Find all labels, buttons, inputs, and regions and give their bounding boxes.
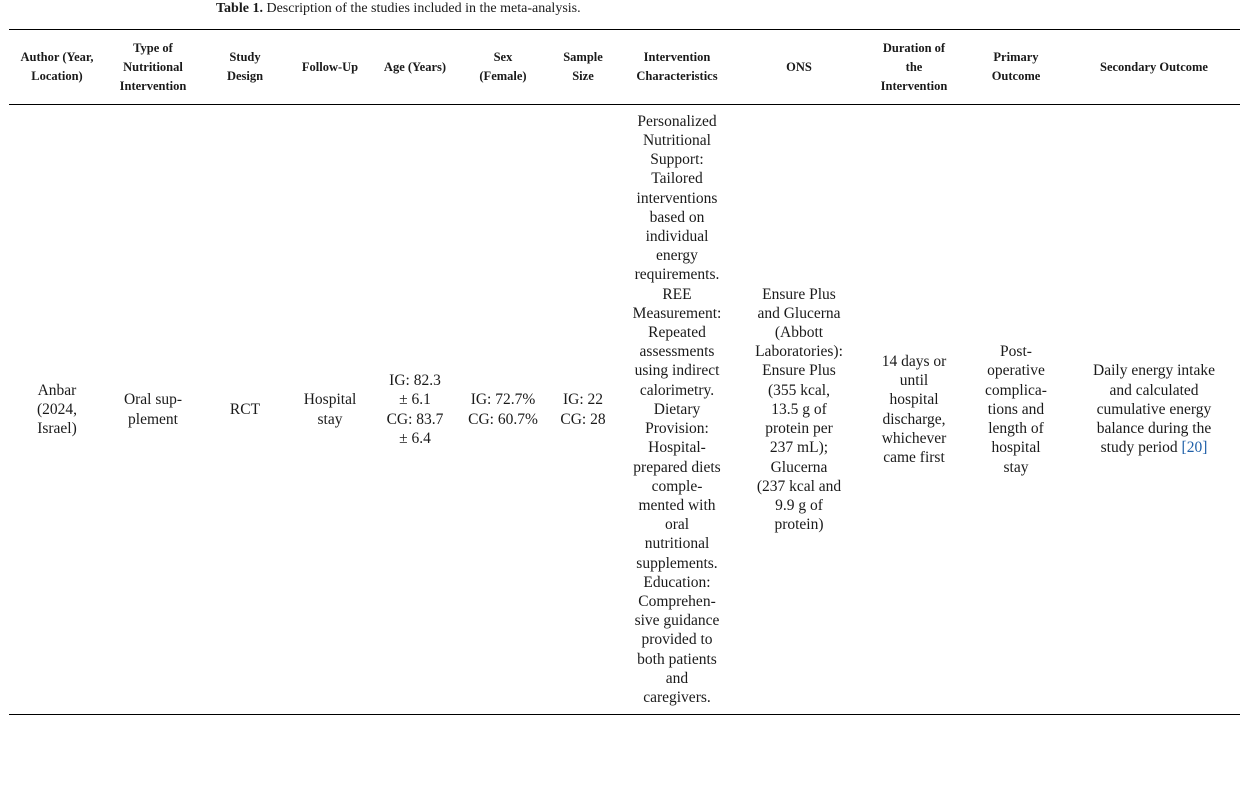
text-line: Intervention: [643, 50, 711, 64]
caption-text: Description of the studies included in the meta-analysis.: [266, 1, 581, 16]
text-line: tions and: [987, 400, 1045, 418]
header-ons: [744, 30, 854, 104]
text-line: ± 6.4: [399, 429, 431, 447]
cell-sex: [458, 105, 548, 714]
text-line: Glucerna: [770, 458, 828, 476]
text-lines: [124, 390, 182, 428]
text-line: operative: [987, 362, 1045, 380]
caption-label: Table 1.: [216, 1, 263, 16]
text-lines: [881, 39, 948, 96]
text-line: Education:: [643, 573, 711, 591]
text-line: IG: 82.3: [389, 372, 441, 390]
text-line: hospital: [991, 439, 1041, 457]
text-line: whichever: [881, 429, 947, 447]
text-line: mented with: [638, 496, 716, 514]
text-line: Tailored: [651, 170, 703, 188]
text-lines: [1100, 58, 1208, 77]
text-line: interventions: [636, 189, 718, 207]
text-line: assessments: [639, 343, 715, 361]
text-line: Oral sup-: [123, 391, 183, 409]
cell-age: [378, 105, 452, 714]
text-line: Israel): [37, 420, 77, 438]
text-line: and Glucerna: [757, 304, 841, 322]
text-lines: [786, 58, 812, 77]
header-age: [378, 30, 452, 104]
text-lines: [384, 58, 446, 77]
text-line: ± 6.1: [399, 391, 431, 409]
text-line: protein per: [765, 420, 833, 438]
text-line: requirements.: [634, 266, 720, 284]
header-design: [212, 30, 278, 104]
text-line: Sample: [563, 50, 603, 64]
text-line: Type of: [133, 40, 173, 55]
text-lines: [882, 352, 947, 467]
header-duration: [860, 30, 968, 104]
cell-sample: [552, 105, 614, 714]
text-line: (2024,: [36, 400, 78, 418]
citation-link[interactable]: [20]: [1181, 439, 1208, 457]
text-lines: [636, 48, 717, 86]
text-line: stay: [1003, 458, 1029, 476]
text-line: Location): [31, 69, 83, 83]
text-line: calorimetry.: [639, 381, 715, 399]
text-lines: [560, 390, 605, 428]
header-type: [106, 30, 200, 104]
text-line: Laboratories):: [755, 343, 843, 361]
text-line: Follow-Up: [301, 59, 359, 74]
text-line: sive guidance: [634, 612, 720, 630]
text-lines: [633, 112, 722, 707]
text-line: IG: 72.7%: [470, 391, 536, 409]
text-lines: [37, 381, 77, 439]
text-line: using indirect: [634, 362, 720, 380]
text-line: energy: [656, 247, 698, 265]
text-lines: [563, 48, 603, 86]
text-lines: [302, 58, 358, 77]
text-line: Personalized: [637, 112, 717, 130]
header-primary: [972, 30, 1060, 104]
text-line: caregivers.: [643, 688, 711, 706]
text-line: based on: [649, 208, 705, 226]
text-line: stay: [317, 410, 343, 428]
text-line: Intervention: [119, 78, 187, 93]
text-line: ONS: [786, 59, 812, 74]
cell-author: [12, 105, 102, 714]
text-line: Sex: [493, 50, 513, 64]
text-line: protein): [774, 516, 824, 534]
cell-duration: [860, 105, 968, 714]
text-line: comple-: [651, 477, 703, 495]
text-lines: [227, 48, 263, 86]
text-lines: [21, 48, 94, 86]
text-line: Intervention: [880, 78, 948, 93]
text-line: Primary: [993, 50, 1039, 64]
text-line: Post-: [1000, 343, 1032, 361]
text-line: Comprehen-: [638, 592, 716, 610]
text-line: Secondary Outcome: [1100, 59, 1208, 74]
text-line: RCT: [229, 400, 261, 418]
text-lines: [985, 342, 1047, 476]
cell-secondary: [1072, 105, 1236, 714]
header-secondary: [1072, 30, 1236, 104]
header-sex: [458, 30, 548, 104]
text-line: both patients: [637, 650, 717, 668]
text-line: Anbar: [37, 381, 77, 399]
text-line: supplements.: [636, 554, 718, 572]
text-line: Author (Year,: [20, 50, 94, 64]
secondary-last-line: [1093, 438, 1215, 457]
text-line: and: [665, 669, 689, 687]
text-line: Design: [226, 69, 264, 83]
text-line: 237 mL);: [769, 439, 829, 457]
text-line: 13.5 g of: [771, 400, 827, 418]
text-lines: [479, 48, 526, 86]
text-line: discharge,: [882, 410, 946, 428]
text-line: 9.9 g of: [775, 496, 823, 514]
text-line: Nutritional: [123, 59, 183, 74]
text-line: Measurement:: [632, 304, 722, 322]
text-lines: [1093, 361, 1215, 438]
text-line: complica-: [985, 381, 1047, 399]
text-line: IG: 22: [562, 391, 604, 409]
header-intervention: [620, 30, 734, 104]
text-line: length of: [988, 420, 1044, 438]
cell-ons: [744, 105, 854, 714]
cell-design: [212, 105, 278, 714]
text-line: until: [899, 372, 929, 390]
text-line: CG: 28: [560, 410, 606, 428]
text-line: Characteristics: [636, 69, 718, 83]
text-lines: [387, 371, 444, 448]
text-line: plement: [128, 410, 178, 428]
text-line: nutritional: [644, 535, 710, 553]
text-line: REE: [662, 285, 692, 303]
text-line: (355 kcal,: [768, 381, 830, 399]
text-line: balance during the: [1096, 420, 1212, 438]
text-line: cumulative energy: [1096, 400, 1212, 418]
text-line: 14 days or: [881, 352, 947, 370]
text-line: Support:: [650, 151, 704, 169]
header-author: [12, 30, 102, 104]
text-lines: [468, 390, 538, 428]
text-line: Outcome: [991, 69, 1041, 83]
text-lines: [992, 48, 1041, 86]
text-line: Dietary: [653, 400, 701, 418]
text-lines: [230, 400, 260, 419]
text-line: individual: [645, 228, 709, 246]
text-line: (237 kcal and: [756, 477, 842, 495]
text-line: CG: 83.7: [386, 410, 444, 428]
text-line: and calculated: [1109, 381, 1199, 399]
text-line: Hospital: [303, 391, 357, 409]
text-line: Daily energy intake: [1093, 362, 1215, 380]
text-line: Duration of: [882, 40, 946, 55]
text-lines: [755, 285, 843, 535]
text-line: hospital: [889, 391, 939, 409]
text-line: the: [905, 59, 923, 74]
header-sample: [552, 30, 614, 104]
text-line: (Abbott: [774, 324, 824, 342]
text-line: Repeated: [648, 324, 706, 342]
text-line: prepared diets: [633, 458, 721, 476]
text-line: oral: [664, 516, 690, 534]
text-line: came first: [883, 448, 945, 466]
text-line: Age (Years): [383, 59, 447, 74]
text-line: CG: 60.7%: [468, 410, 538, 428]
text-lines: [304, 390, 357, 428]
cell-intervention: [620, 105, 734, 714]
text-line: Study: [229, 50, 261, 64]
cell-type: [106, 105, 200, 714]
text-line: Provision:: [645, 420, 709, 438]
text-line: (Female): [479, 69, 527, 83]
header-followup: [290, 30, 370, 104]
text-lines: [120, 39, 187, 96]
text-line: Size: [572, 69, 594, 83]
secondary-last-text: study period: [1100, 439, 1182, 457]
cell-followup: [290, 105, 370, 714]
table-caption: [216, 0, 581, 18]
text-line: provided to: [641, 631, 713, 649]
text-line: Nutritional: [642, 132, 711, 150]
text-line: Hospital-: [648, 439, 706, 457]
bottom-rule: [9, 714, 1240, 715]
cell-primary: [972, 105, 1060, 714]
text-line: Ensure Plus: [762, 285, 836, 303]
text-line: Ensure Plus: [762, 362, 836, 380]
